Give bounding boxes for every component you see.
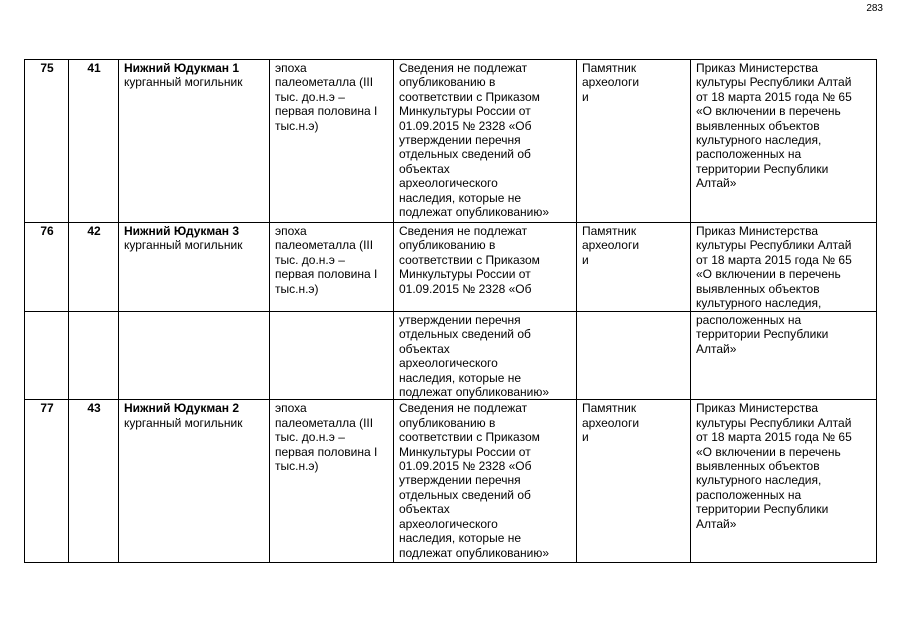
category-cell — [577, 223, 691, 312]
dating-cell — [270, 60, 394, 223]
row-number-cell — [25, 312, 69, 400]
info-text: Сведения не подлежат опубликованию в соответствии с Приказом Минкультуры России от 01.09.2015 № 2328 «Об утверждении перечня отдельных сведений об объектах археологического наследия, которые не подлежат опубликованию» — [399, 61, 550, 220]
table-row — [25, 223, 877, 312]
object-type: курганный могильник — [124, 238, 243, 253]
table-row — [25, 400, 877, 563]
dating-cell — [270, 400, 394, 563]
table-row-continuation — [25, 312, 877, 400]
info-cell — [394, 60, 577, 223]
object-name-cell — [119, 312, 270, 400]
sub-number-cell: 41 — [69, 60, 119, 223]
info-text: Сведения не подлежат опубликованию в соответствии с Приказом Минкультуры России от 01.09.2015 № 2328 «Об утверждении перечня отдельных сведений об объектах археологического наследия, которые не подлежат опубликованию» — [399, 401, 550, 560]
object-name-cell — [119, 400, 270, 563]
object-type: курганный могильник — [124, 75, 243, 90]
sub-number-cell: 42 — [69, 223, 119, 312]
document-text: Приказ Министерства культуры Республики Алтай от 18 марта 2015 года № 65 «О включении в перечень выявленных объектов культурного наследия, расположенных на территории Республики Алтай» — [696, 401, 852, 531]
category-cell — [577, 60, 691, 223]
info-cell — [394, 223, 577, 312]
category-text: Памятник археологи и — [582, 61, 640, 104]
category-cell — [577, 312, 691, 400]
object-name: Нижний Юдукман 1 — [124, 61, 240, 75]
document-text: расположенных на территории Республики Алтай» — [696, 313, 829, 356]
category-text: Памятник археологи и — [582, 224, 640, 267]
sub-number-cell — [69, 312, 119, 400]
info-cell — [394, 312, 577, 400]
object-name: Нижний Юдукман 2 — [124, 401, 240, 416]
info-cell — [394, 400, 577, 563]
object-name-cell — [119, 60, 270, 223]
document-cell — [691, 223, 877, 312]
sub-number-cell: 43 — [69, 400, 119, 563]
heritage-registry-table — [24, 59, 877, 563]
category-cell — [577, 400, 691, 563]
document-cell — [691, 60, 877, 223]
table-row — [25, 60, 877, 223]
dating-text: эпоха палеометалла (III тыс. до.н.э – первая половина I тыс.н.э) — [275, 401, 378, 474]
category-text: Памятник археологи и — [582, 401, 640, 445]
dating-cell — [270, 312, 394, 400]
document-text: Приказ Министерства культуры Республики Алтай от 18 марта 2015 года № 65 «О включении в перечень выявленных объектов культурного наследия, расположенных на территории Республики Алтай» — [696, 61, 852, 191]
dating-text: эпоха палеометалла (III тыс. до.н.э – первая половина I тыс.н.э) — [275, 61, 378, 133]
document-cell — [691, 312, 877, 400]
row-number-cell: 76 — [25, 223, 69, 312]
dating-cell — [270, 223, 394, 312]
object-type: курганный могильник — [124, 415, 243, 430]
document-text: Приказ Министерства культуры Республики Алтай от 18 марта 2015 года № 65 «О включении в перечень выявленных объектов культурного наследия, — [696, 224, 852, 311]
info-text: Сведения не подлежат опубликованию в соответствии с Приказом Минкультуры России от 01.09.2015 № 2328 «Об — [399, 224, 540, 296]
document-cell — [691, 400, 877, 563]
info-text: утверждении перечня отдельных сведений об объектах археологического наследия, которые не подлежат опубликованию» — [399, 313, 550, 400]
row-number-cell: 75 — [25, 60, 69, 223]
dating-text: эпоха палеометалла (III тыс. до.н.э – первая половина I тыс.н.э) — [275, 224, 378, 296]
row-number-cell: 77 — [25, 400, 69, 563]
page-number: 283 — [866, 3, 883, 14]
object-name: Нижний Юдукман 3 — [124, 224, 240, 238]
object-name-cell — [119, 223, 270, 312]
